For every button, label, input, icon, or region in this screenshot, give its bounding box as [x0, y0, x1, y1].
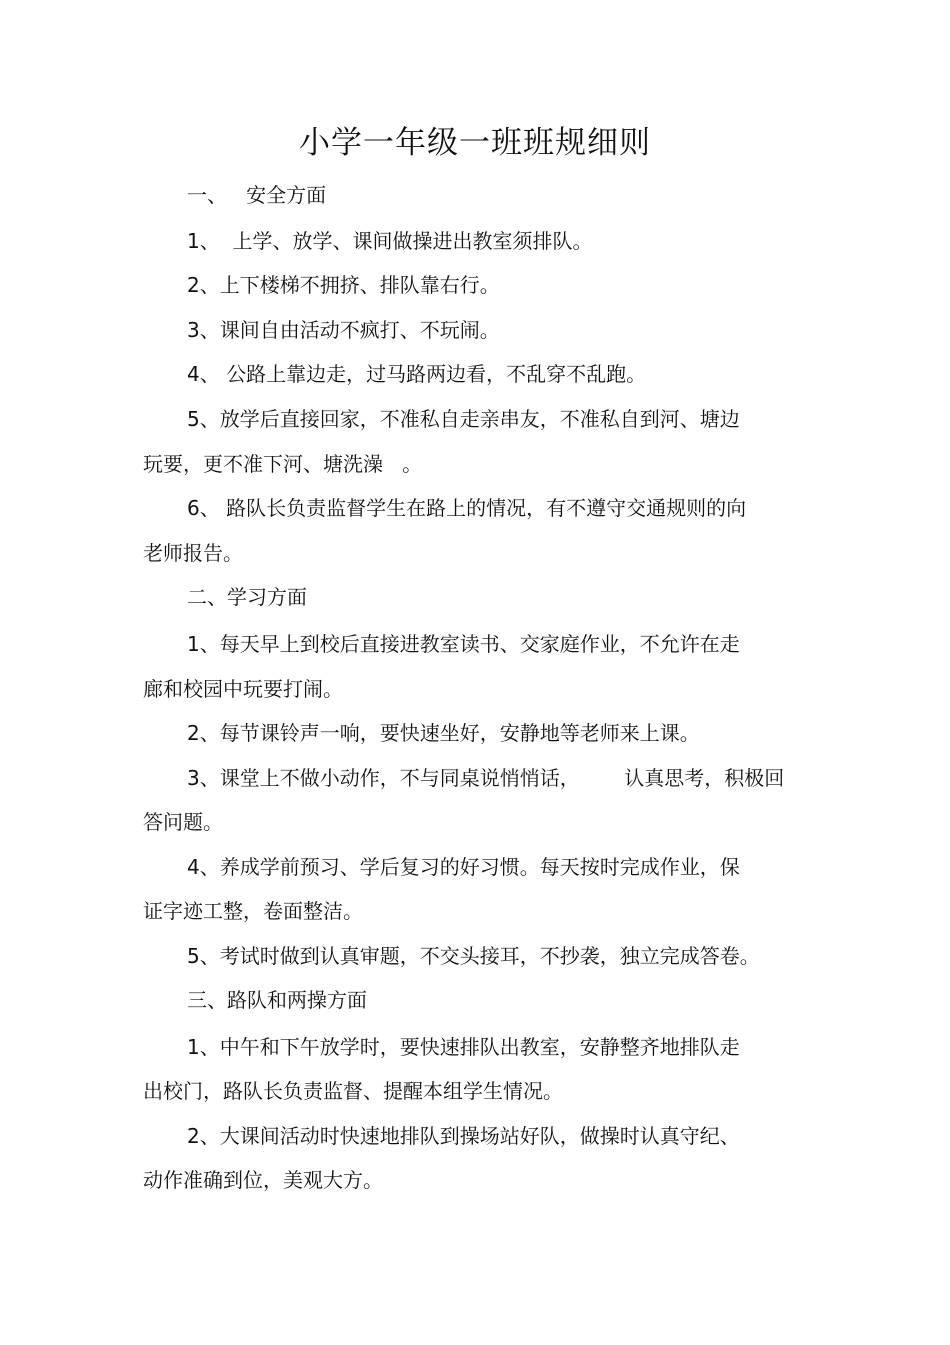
section-heading-study: 二、学习方面 — [187, 585, 307, 609]
rule-line-continuation: 出校门，路队长负责监督、提醒本组学生情况。 — [143, 1079, 563, 1103]
rule-line: 3、课间自由活动不疯打、不玩闹。 — [187, 318, 500, 342]
rule-line: 2、大课间活动时快速地排队到操场站好队，做操时认真守纪、 — [187, 1124, 740, 1148]
rule-line: 1、每天早上到校后直接进教室读书、交家庭作业，不允许在走 — [187, 632, 740, 656]
rule-line: 2、每节课铃声一响，要快速坐好，安静地等老师来上课。 — [187, 721, 700, 745]
rule-line: 4、 公路上靠边走，过马路两边看，不乱穿不乱跑。 — [187, 362, 647, 386]
rule-line-continuation: 老师报告。 — [143, 541, 243, 565]
rule-line-continuation: 证字迹工整，卷面整洁。 — [143, 899, 363, 923]
rule-line-continuation: 动作准确到位，美观大方。 — [143, 1168, 383, 1192]
rule-line: 5、考试时做到认真审题，不交头接耳，不抄袭，独立完成答卷。 — [187, 944, 760, 968]
rule-line-continuation: 玩要，更不准下河、塘洗澡 。 — [143, 452, 423, 476]
rule-line: 5、放学后直接回家，不准私自走亲串友，不准私自到河、塘边 — [187, 407, 740, 431]
rule-line: 3、课堂上不做小动作，不与同桌说悄悄话， 认真思考，积极回 — [187, 766, 785, 790]
section-heading-queue: 三、路队和两操方面 — [187, 988, 367, 1012]
rule-line: 6、 路队长负责监督学生在路上的情况，有不遵守交通规则的向 — [187, 496, 747, 520]
rule-line: 2、上下楼梯不拥挤、排队靠右行。 — [187, 273, 500, 297]
document-title: 小学一年级一班班规细则 — [299, 125, 651, 161]
section-heading-safety: 一、 安全方面 — [187, 183, 327, 207]
rule-line-continuation: 廊和校园中玩要打闹。 — [143, 677, 343, 701]
rule-line: 4、养成学前预习、学后复习的好习惯。每天按时完成作业，保 — [187, 855, 740, 879]
rule-line: 1、中午和下午放学时，要快速排队出教室，安静整齐地排队走 — [187, 1035, 740, 1059]
rule-line-continuation: 答问题。 — [143, 810, 223, 834]
rule-line: 1、 上学、放学、课间做操进出教室须排队。 — [187, 229, 593, 253]
